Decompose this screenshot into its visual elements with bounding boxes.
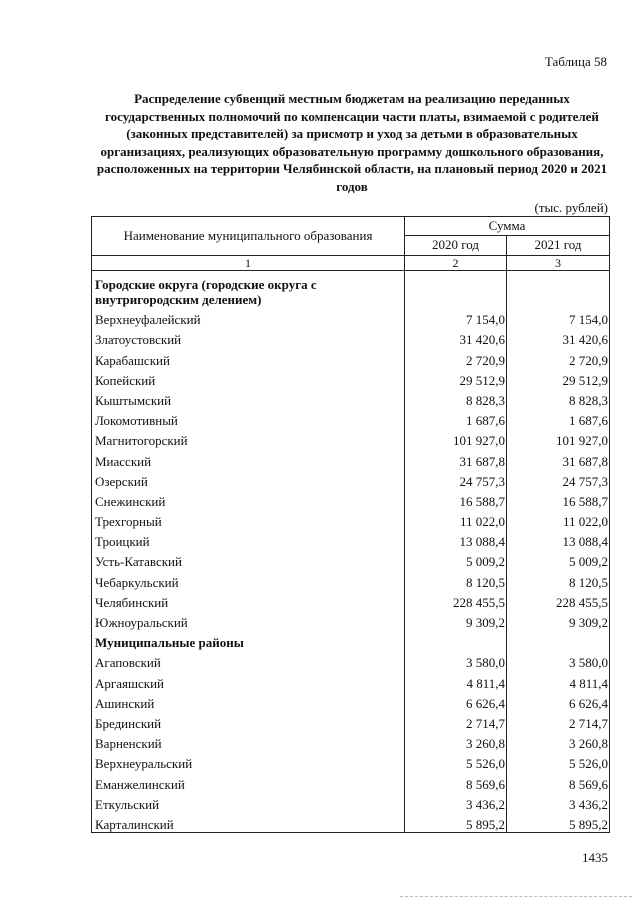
- municipality-name: Агаповский: [92, 650, 405, 670]
- value-2020: 5 895,2: [405, 812, 507, 833]
- value-2020: 4 811,4: [405, 670, 507, 690]
- value-2021: 3 436,2: [507, 792, 610, 812]
- value-2020: 31 687,8: [405, 448, 507, 468]
- value-2021: 16 588,7: [507, 489, 610, 509]
- value-2020: 5 526,0: [405, 751, 507, 771]
- table-header: [92, 217, 610, 271]
- value-2021: 8 120,5: [507, 569, 610, 589]
- value-2021: 5 009,2: [507, 549, 610, 569]
- value-2020: 29 512,9: [405, 368, 507, 388]
- municipality-name: Варненский: [92, 731, 405, 751]
- table-row: [92, 731, 610, 751]
- value-2021: 3 580,0: [507, 650, 610, 670]
- value-2020: 2 720,9: [405, 347, 507, 367]
- value-2020: 2 714,7: [405, 711, 507, 731]
- section-header-row: [92, 271, 610, 308]
- value-2020: 3 436,2: [405, 792, 507, 812]
- value-2021: 11 022,0: [507, 509, 610, 529]
- empty-cell: [405, 271, 507, 308]
- empty-cell: [507, 630, 610, 650]
- value-2021: 4 811,4: [507, 670, 610, 690]
- value-2021: 24 757,3: [507, 469, 610, 489]
- municipality-name: Миасский: [92, 448, 405, 468]
- section-header-row: [92, 630, 610, 650]
- value-2020: 8 569,6: [405, 771, 507, 791]
- table-row: [92, 509, 610, 529]
- municipality-name: Магнитогорский: [92, 428, 405, 448]
- page-number: 1435: [582, 850, 608, 865]
- municipality-name: Снежинский: [92, 489, 405, 509]
- municipality-name: Златоустовский: [92, 327, 405, 347]
- table-row: [92, 469, 610, 489]
- header-col-number-2: 2: [405, 256, 507, 271]
- value-2021: 2 720,9: [507, 347, 610, 367]
- table-row: [92, 408, 610, 428]
- value-2021: 3 260,8: [507, 731, 610, 751]
- value-2021: 5 895,2: [507, 812, 610, 833]
- footer-divider: [400, 896, 632, 897]
- value-2020: 31 420,6: [405, 327, 507, 347]
- municipality-name: Челябинский: [92, 590, 405, 610]
- table-row: [92, 711, 610, 731]
- table-row: [92, 347, 610, 367]
- empty-cell: [507, 271, 610, 308]
- header-name: Наименование муниципального образования: [92, 217, 405, 256]
- table-row: [92, 549, 610, 569]
- table-row: [92, 751, 610, 771]
- municipality-name: Копейский: [92, 368, 405, 388]
- value-2020: 3 260,8: [405, 731, 507, 751]
- table-row: [92, 610, 610, 630]
- section-title: Муниципальные районы: [92, 630, 405, 650]
- table-row: [92, 650, 610, 670]
- value-2021: 101 927,0: [507, 428, 610, 448]
- header-col-number-1: 1: [92, 256, 405, 271]
- value-2021: 2 714,7: [507, 711, 610, 731]
- municipality-name: Озерский: [92, 469, 405, 489]
- value-2020: 8 120,5: [405, 569, 507, 589]
- table-row: [92, 590, 610, 610]
- value-2021: 31 420,6: [507, 327, 610, 347]
- header-year-2020: 2020 год: [405, 235, 507, 255]
- table-row: [92, 691, 610, 711]
- empty-cell: [405, 630, 507, 650]
- table-row: [92, 327, 610, 347]
- value-2020: 16 588,7: [405, 489, 507, 509]
- table-row: [92, 448, 610, 468]
- municipality-name: Еткульский: [92, 792, 405, 812]
- value-2021: 13 088,4: [507, 529, 610, 549]
- table-row: [92, 529, 610, 549]
- value-2021: 8 569,6: [507, 771, 610, 791]
- value-2020: 7 154,0: [405, 307, 507, 327]
- subsidy-table: [91, 216, 610, 833]
- value-2020: 13 088,4: [405, 529, 507, 549]
- table-body: [92, 271, 610, 833]
- table-row: [92, 792, 610, 812]
- value-2021: 6 626,4: [507, 691, 610, 711]
- municipality-name: Чебаркульский: [92, 569, 405, 589]
- value-2020: 3 580,0: [405, 650, 507, 670]
- value-2020: 101 927,0: [405, 428, 507, 448]
- value-2021: 1 687,6: [507, 408, 610, 428]
- municipality-name: Южноуральский: [92, 610, 405, 630]
- table-row: [92, 670, 610, 690]
- units-label: (тыс. рублей): [534, 200, 608, 215]
- municipality-name: Верхнеуфалейский: [92, 307, 405, 327]
- header-sum: Сумма: [405, 217, 610, 236]
- header-year-2021: 2021 год: [507, 235, 610, 255]
- table-label: Таблица 58: [544, 54, 607, 69]
- municipality-name: Аргаяшский: [92, 670, 405, 690]
- value-2020: 24 757,3: [405, 469, 507, 489]
- table-row: [92, 489, 610, 509]
- municipality-name: Верхнеуральский: [92, 751, 405, 771]
- value-2021: 5 526,0: [507, 751, 610, 771]
- municipality-name: Локомотивный: [92, 408, 405, 428]
- value-2020: 9 309,2: [405, 610, 507, 630]
- table-row: [92, 307, 610, 327]
- value-2021: 8 828,3: [507, 388, 610, 408]
- table-row: [92, 368, 610, 388]
- municipality-name: Кыштымский: [92, 388, 405, 408]
- municipality-name: Троицкий: [92, 529, 405, 549]
- table-row: [92, 428, 610, 448]
- municipality-name: Еманжелинский: [92, 771, 405, 791]
- municipality-name: Карталинский: [92, 812, 405, 833]
- value-2021: 31 687,8: [507, 448, 610, 468]
- municipality-name: Карабашский: [92, 347, 405, 367]
- value-2021: 29 512,9: [507, 368, 610, 388]
- municipality-name: Усть-Катавский: [92, 549, 405, 569]
- section-title: Городские округа (городские округа с внутригородским делением): [92, 271, 405, 308]
- municipality-name: Брединский: [92, 711, 405, 731]
- value-2020: 1 687,6: [405, 408, 507, 428]
- value-2020: 228 455,5: [405, 590, 507, 610]
- value-2021: 9 309,2: [507, 610, 610, 630]
- value-2020: 6 626,4: [405, 691, 507, 711]
- municipality-name: Трехгорный: [92, 509, 405, 529]
- header-col-number-3: 3: [507, 256, 610, 271]
- table-row: [92, 812, 610, 833]
- value-2020: 8 828,3: [405, 388, 507, 408]
- value-2021: 228 455,5: [507, 590, 610, 610]
- municipality-name: Ашинский: [92, 691, 405, 711]
- value-2021: 7 154,0: [507, 307, 610, 327]
- table-row: [92, 771, 610, 791]
- value-2020: 5 009,2: [405, 549, 507, 569]
- table-row: [92, 388, 610, 408]
- table-row: [92, 569, 610, 589]
- document-title: Распределение субвенций местным бюджетам на реализацию переданных государственных полномочий по компенсации части платы, взимаемой с родителей (законных представителей) за присмотр и уход за детьми в образовательных организациях, реализующих образовательную программу дошкольного образования, расположенных на территории Челябинской области, на плановый период 2020 и 2021 годов: [96, 91, 608, 194]
- value-2020: 11 022,0: [405, 509, 507, 529]
